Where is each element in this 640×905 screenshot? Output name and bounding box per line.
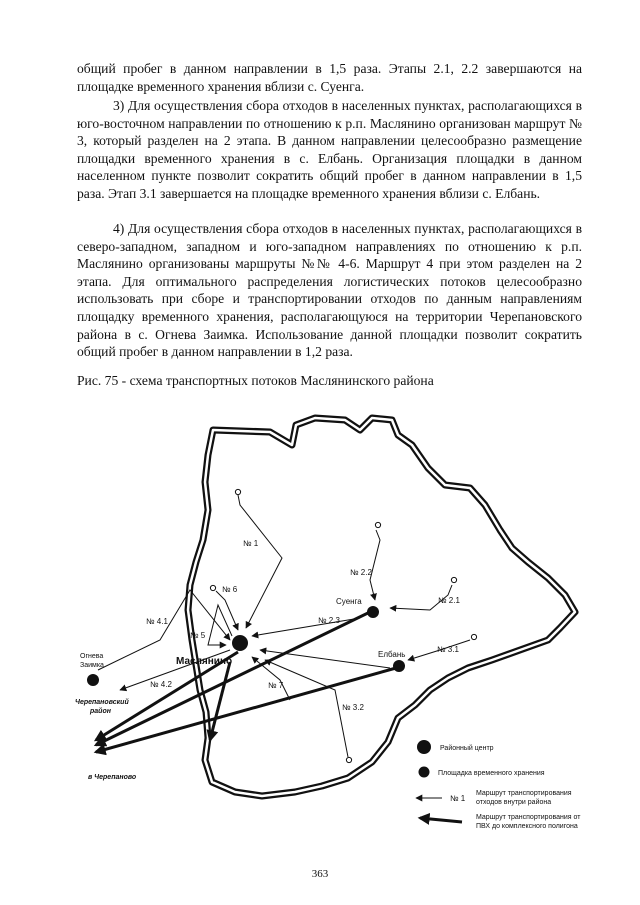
elban-storage-marker bbox=[393, 660, 405, 672]
district-center-marker bbox=[232, 635, 248, 651]
route-label-7: № 7 bbox=[268, 681, 284, 690]
legend-center-label: Районный центр bbox=[440, 745, 494, 752]
route-label-4-1: № 4.1 bbox=[146, 617, 168, 626]
route-label-5: № 5 bbox=[190, 631, 206, 640]
village-point bbox=[235, 489, 240, 494]
legend-storage-marker bbox=[419, 767, 430, 778]
route-label-2-2: № 2.2 bbox=[350, 568, 372, 577]
legend-storage-label: Площадка временного хранения bbox=[438, 770, 545, 777]
legend-route-number: № 1 bbox=[450, 794, 466, 803]
route-label-3-2: № 3.2 bbox=[342, 703, 364, 712]
legend bbox=[416, 740, 581, 830]
legend-outer-line-1: Маршрут транспортирования от bbox=[476, 814, 581, 821]
route-label-1: № 1 bbox=[243, 539, 259, 548]
cherep-label-1: Черепановский bbox=[75, 699, 129, 706]
ogneva-label-1: Огнева bbox=[80, 653, 104, 660]
route-label-2-1: № 2.1 bbox=[438, 596, 460, 605]
cherep-label-2: район bbox=[90, 708, 111, 715]
paragraph-1: общий пробег в данном направлении в 1,5 раза. Этапы 2.1, 2.2 завершаются на площадке временного хранения вблизи с. Суенга. bbox=[77, 61, 582, 94]
to-cherepanovo-label: в Черепаново bbox=[88, 774, 137, 781]
route-label-3-1: № 3.1 bbox=[437, 645, 459, 654]
village-point bbox=[375, 522, 380, 527]
suenga-storage-marker bbox=[367, 606, 379, 618]
village-point bbox=[210, 585, 215, 590]
village-point bbox=[471, 634, 476, 639]
paragraph-3: 4) Для осуществления сбора отходов в населенных пунктах, располагающихся в северо-западном, западном и юго-западном направлениях по отношению к р.п. Маслянино организованы маршруты №№ 4-6. Маршрут 4 при этом разделен на 2 этапа. Для оптимального распределения логистических потоков целесообразно использовать при сборе и транспортировании отходов по данным направлениям площадку временного хранения, располагающуюся на территории Черепановского района в с. Огнева Заимка. Использование данной площадки позволит сократить общий пробег в данном направлении в 1,2 раза. bbox=[77, 221, 582, 360]
center-label: Маслянино bbox=[176, 656, 233, 667]
suenga-label: Суенга bbox=[336, 597, 362, 606]
legend-outer-line-2: ПВХ до комплексного полигона bbox=[476, 823, 578, 830]
village-point bbox=[346, 757, 351, 762]
elban-label: Елбань bbox=[378, 650, 406, 659]
district-boundary bbox=[188, 418, 575, 796]
route-label-4-2: № 4.2 bbox=[150, 680, 172, 689]
paragraph-2: 3) Для осуществления сбора отходов в населенных пунктах, располагающихся в юго-восточном направлении по отношению к р.п. Маслянино организован маршрут № 3, который разделен на 2 этапа. В данном направлении целесообразно размещение площадки временного хранения в с. Елбань. Организация площадки в данном населенном пункте позволит сократить общий пробег в данном направлении в 1,5 раза. Этап 3.1 завершается на площадке временного хранения вблизи с. Елбань. bbox=[77, 98, 582, 201]
legend-inner-line-2: отходов внутри района bbox=[476, 799, 552, 806]
village-point bbox=[451, 577, 456, 582]
route-label-6: № 6 bbox=[222, 585, 238, 594]
route-label-2-3: № 2.3 bbox=[318, 616, 340, 625]
legend-outer-arrow bbox=[420, 818, 462, 822]
ogneva-label-2: Заимка bbox=[80, 662, 104, 669]
figure-caption: Рис. 75 - схема транспортных потоков Маслянинского района bbox=[77, 373, 434, 388]
legend-center-marker bbox=[417, 740, 431, 754]
legend-inner-line-1: Маршрут транспортирования bbox=[476, 790, 572, 797]
page-number: 363 bbox=[311, 868, 329, 880]
ogneva-storage-marker bbox=[87, 674, 99, 686]
